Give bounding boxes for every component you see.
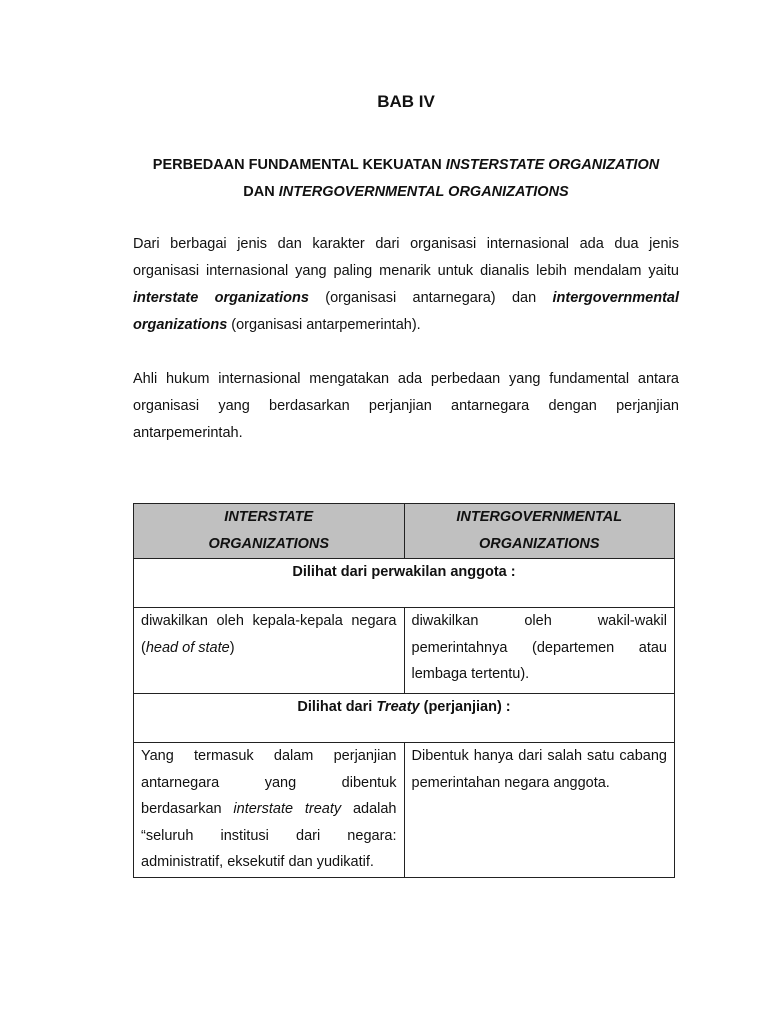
table-row	[134, 608, 675, 694]
header-interstate-line-1: INTERSTATE	[224, 509, 314, 525]
cell-italic-head-of-state: head of state	[145, 639, 230, 656]
section-row-treaty	[134, 694, 675, 743]
title-line-1-prefix: PERBEDAAN FUNDAMENTAL KEKUATAN	[152, 157, 446, 173]
term-interstate-organizations: interstate organizations	[133, 290, 309, 306]
cell-intergovernmental-representation: diwakilkan oleh wakil-wakil pemerintahnya (departemen atau lembaga tertentu).	[404, 608, 675, 694]
section-row-representation	[134, 559, 675, 608]
cell-text-end: )	[229, 639, 235, 656]
paragraph-legal-view: Ahli hukum internasional mengatakan ada perbedaan yang fundamental antara organisasi yang berdasarkan perjanjian antarnegara dengan perjanjian antarpemerintah.	[133, 371, 679, 441]
section-label-representation: Dilihat dari perwakilan anggota :	[134, 559, 675, 608]
table-row	[134, 743, 675, 878]
chapter-heading: BAB IV	[377, 92, 435, 111]
header-intergovernmental-line-2: ORGANIZATIONS	[478, 535, 600, 552]
chapter-title	[133, 152, 679, 206]
section-label-prefix: Dilihat dari	[297, 699, 377, 715]
paragraph-intro	[133, 231, 679, 339]
title-line-2	[133, 179, 679, 206]
paragraph-intro-text-1: Dari berbagai jenis dan karakter dari organisasi internasional ada dua jenis organisasi internasional yang paling menarik untuk dianalis lebih mendalam yaitu	[133, 236, 679, 279]
comparison-table	[133, 503, 675, 878]
header-interstate-line-2: ORGANIZATIONS	[208, 535, 330, 552]
section-label-italic: Treaty	[376, 699, 420, 715]
title-line-1-italic: INSTERSTATE ORGANIZATION	[445, 157, 660, 173]
cell-text-1: Yang termasuk dalam perjanjian antarnegara yang dibentuk berdasarkan	[141, 748, 397, 817]
section-label-suffix: (perjanjian) :	[419, 699, 511, 715]
cell-interstate-treaty	[134, 743, 405, 878]
term-intergovernmental-organizations: intergovernmental organizations	[133, 290, 679, 333]
cell-intergovernmental-treaty: Dibentuk hanya dari salah satu cabang pemerintahan negara anggota.	[404, 743, 675, 878]
table-header-row	[134, 504, 675, 559]
cell-text-2: adalah “seluruh institusi dari negara: administratif, eksekutif dan yudikatif.	[141, 801, 397, 870]
section-label-treaty	[134, 694, 675, 743]
header-intergovernmental	[404, 504, 675, 559]
title-line-2-prefix: DAN	[243, 184, 279, 200]
cell-text: diwakilkan oleh kepala-kepala negara (	[141, 613, 397, 656]
cell-interstate-representation	[134, 608, 405, 694]
paragraph-intro-text-2: (organisasi antarnegara) dan	[308, 290, 553, 306]
header-intergovernmental-line-1: INTERGOVERNMENTAL	[456, 509, 623, 525]
cell-italic-interstate-treaty: interstate treaty	[233, 801, 342, 817]
header-interstate	[134, 504, 405, 559]
title-line-2-italic: INTERGOVERNMENTAL ORGANIZATIONS	[278, 184, 569, 200]
paragraph-intro-text-3: (organisasi antarpemerintah).	[227, 317, 421, 333]
title-line-1	[133, 152, 679, 179]
